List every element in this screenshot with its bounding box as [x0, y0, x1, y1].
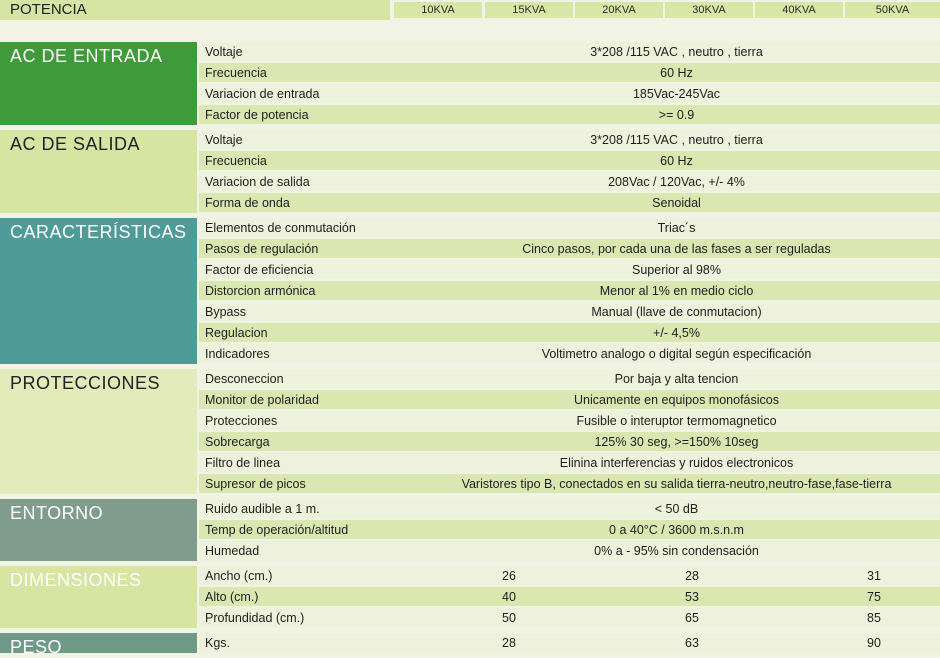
- row-value: 3*208 /115 VAC , neutro , tierra: [590, 44, 763, 59]
- row-value: 75: [867, 589, 881, 604]
- row-value: >= 0.9: [658, 107, 695, 122]
- row-label: Voltaje: [205, 132, 243, 147]
- row-label: Elementos de conmutación: [205, 220, 356, 235]
- row-label: Ruido audible a 1 m.: [205, 501, 320, 516]
- row-label: Variacion de salida: [205, 174, 310, 189]
- table-row: [199, 323, 940, 342]
- header-column-10kva: 10KVA: [392, 2, 482, 18]
- row-label: Factor de eficiencia: [205, 262, 314, 277]
- row-label: Alto (cm.): [205, 589, 259, 604]
- row-value: Fusible o interuptor termomagnetico: [576, 413, 777, 428]
- row-value: Unicamente en equipos monofásicos: [574, 392, 779, 407]
- table-row: [199, 193, 940, 212]
- table-row: [199, 566, 940, 585]
- section-entorno: ENTORNO: [0, 499, 197, 561]
- header-title-cell: [0, 0, 390, 20]
- row-value: 0% a - 95% sin condensación: [594, 543, 759, 558]
- row-value: Cinco pasos, por cada una de las fases a ser reguladas: [522, 241, 831, 256]
- row-value: 60 Hz: [660, 153, 693, 168]
- row-label: Voltaje: [205, 44, 243, 59]
- row-value: 85: [867, 610, 881, 625]
- header-column-20kva: 20KVA: [573, 2, 663, 18]
- section-ac-de-entrada: AC DE ENTRADA: [0, 42, 197, 125]
- section-peso: PESO: [0, 633, 197, 653]
- row-label: Indicadores: [205, 346, 270, 361]
- row-value: Triac´s: [657, 220, 696, 235]
- header-column-15kva: 15KVA: [483, 2, 573, 18]
- row-label: Temp de operación/altitud: [205, 522, 349, 537]
- section-protecciones: PROTECCIONES: [0, 369, 197, 494]
- row-value: +/- 4,5%: [653, 325, 700, 340]
- table-row: [199, 633, 940, 652]
- row-value: 90: [867, 635, 881, 650]
- row-label: Filtro de linea: [205, 455, 281, 470]
- row-label: Frecuencia: [205, 65, 267, 80]
- row-label: Desconeccion: [205, 371, 284, 386]
- row-value: 65: [685, 610, 699, 625]
- table-row: [199, 260, 940, 279]
- row-value: 28: [502, 635, 516, 650]
- table-row: [199, 453, 940, 472]
- row-value: 125% 30 seg, >=150% 10seg: [594, 434, 759, 449]
- table-row: [199, 541, 940, 560]
- table-row: [199, 42, 940, 61]
- row-label: Regulacion: [205, 325, 268, 340]
- row-label: Monitor de polaridad: [205, 392, 319, 407]
- row-label: Protecciones: [205, 413, 278, 428]
- row-value: 0 a 40°C / 3600 m.s.n.m: [609, 522, 744, 537]
- row-value: 185Vac-245Vac: [632, 86, 721, 101]
- table-row: [199, 587, 940, 606]
- row-value: 63: [685, 635, 699, 650]
- row-value: 28: [685, 568, 699, 583]
- section-dimensiones: DIMENSIONES: [0, 566, 197, 628]
- table-row: [199, 239, 940, 258]
- row-value: 208Vac / 120Vac, +/- 4%: [608, 174, 745, 189]
- table-row: [199, 608, 940, 627]
- table-row: [199, 281, 940, 300]
- row-value: Elinina interferencias y ruidos electronicos: [559, 455, 794, 470]
- row-value: Superior al 98%: [632, 262, 721, 277]
- table-row: [199, 344, 940, 363]
- row-value: Varistores tipo B, conectados en su salida tierra-neutro,neutro-fase,fase-tierra: [461, 476, 892, 491]
- table-row: [199, 520, 940, 539]
- table-row: [199, 302, 940, 321]
- table-row: [199, 369, 940, 388]
- table-row: [199, 390, 940, 409]
- row-label: Profundidad (cm.): [205, 610, 305, 625]
- table-row: [199, 172, 940, 191]
- row-label: Sobrecarga: [205, 434, 270, 449]
- section-ac-de-salida: AC DE SALIDA: [0, 130, 197, 213]
- table-row: [199, 218, 940, 237]
- table-row: [199, 151, 940, 170]
- row-label: Distorcion armónica: [205, 283, 316, 298]
- table-row: [199, 474, 940, 493]
- row-value: Por baja y alta tencion: [614, 371, 739, 386]
- table-row: [199, 411, 940, 430]
- row-label: Ancho (cm.): [205, 568, 273, 583]
- row-value: Voltimetro analogo o digital según especificación: [541, 346, 812, 361]
- table-row: [199, 130, 940, 149]
- row-value: 31: [867, 568, 881, 583]
- row-label: Kgs.: [205, 635, 231, 650]
- row-label: Variacion de entrada: [205, 86, 320, 101]
- row-label: Pasos de regulación: [205, 241, 319, 256]
- row-value: Menor al 1% en medio ciclo: [599, 283, 754, 298]
- row-value: 40: [502, 589, 516, 604]
- row-value: 53: [685, 589, 699, 604]
- table-row: [199, 63, 940, 82]
- header-column-30kva: 30KVA: [663, 2, 753, 18]
- row-label: Forma de onda: [205, 195, 290, 210]
- row-label: Frecuencia: [205, 153, 267, 168]
- table-row: [199, 105, 940, 124]
- table-row: [199, 432, 940, 451]
- row-value: Manual (llave de conmutacion): [591, 304, 762, 319]
- row-label: Humedad: [205, 543, 260, 558]
- table-row: [199, 499, 940, 518]
- table-row: [199, 84, 940, 103]
- section-caracter-sticas: CARACTERÍSTICAS: [0, 218, 197, 364]
- row-label: Bypass: [205, 304, 246, 319]
- row-label: Factor de potencia: [205, 107, 309, 122]
- header-column-40kva: 40KVA: [753, 2, 843, 18]
- row-value: 26: [502, 568, 516, 583]
- row-label: Supresor de picos: [205, 476, 306, 491]
- row-value: 50: [502, 610, 516, 625]
- row-value: < 50 dB: [654, 501, 699, 516]
- row-value: Senoidal: [652, 195, 701, 210]
- header-column-50kva: 50KVA: [843, 2, 940, 18]
- row-value: 60 Hz: [660, 65, 693, 80]
- header-title: POTENCIA: [10, 1, 87, 18]
- row-value: 3*208 /115 VAC , neutro , tierra: [590, 132, 763, 147]
